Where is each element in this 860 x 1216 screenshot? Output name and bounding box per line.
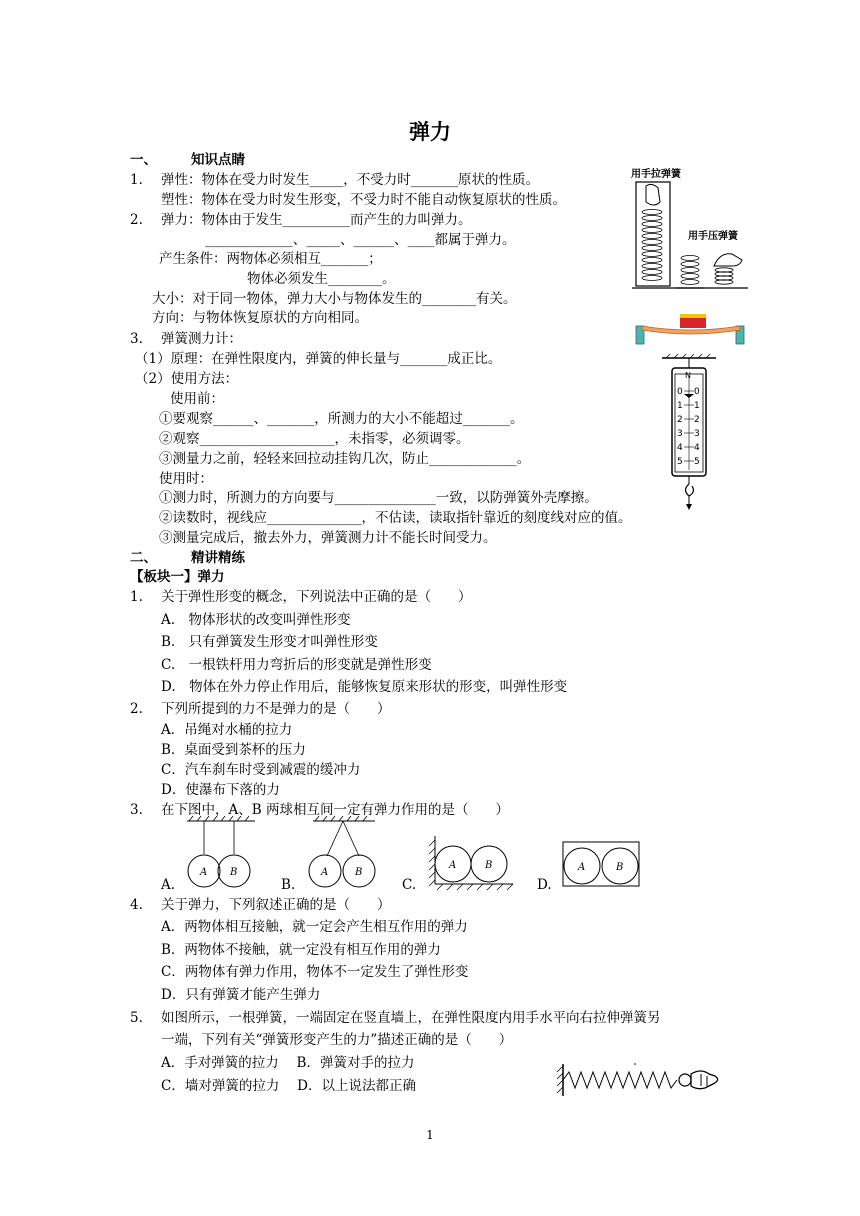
q5-stem-line-1: 如图所示，一根弹簧，一端固定在竖直墙上，在弹性限度内用手水平向右拉伸弹簧另: [161, 1010, 661, 1026]
scale-right-0: 0: [694, 387, 700, 397]
k2-magnitude: 大小：对于同一物体，弹力大小与物体发生的________有关。: [152, 291, 517, 307]
page-title: 弹力: [409, 120, 451, 144]
q2-option-c: C．汽车刹车时受到减震的缓冲力: [161, 762, 361, 778]
q2-option-b: B．桌面受到茶杯的压力: [161, 742, 306, 758]
k3-during-1: ①测力时，所测力的方向要与_______________一致，以防弹簧外壳摩擦。: [159, 490, 598, 506]
scale-left-2: 2: [677, 415, 683, 425]
q2-option-d: D．使瀑布下落的力: [161, 782, 280, 798]
scale-left-0: 0: [677, 387, 683, 397]
section-2-number: 二、: [130, 550, 157, 566]
q5-options-row-2: C．墙对弹簧的拉力 D．以上说法都正确: [161, 1078, 416, 1094]
section-2-title: 精讲精练: [191, 550, 245, 566]
scale-right-3: 3: [694, 429, 700, 439]
q5-options-row-1: A．手对弹簧的拉力 B．弹簧对手的拉力: [161, 1055, 415, 1071]
k3-principle: （1）原理：在弹性限度内，弹簧的伸长量与_______成正比。: [135, 351, 502, 367]
scale-right-2: 2: [694, 415, 700, 425]
k3-number: 3.: [130, 331, 143, 347]
section-1-number: 一、: [130, 152, 157, 168]
figure-press-spring: [676, 244, 748, 298]
q3-b-ball-a-label: A: [321, 867, 329, 878]
k1-plasticity: 塑性：物体在受力时发生形变，不受力时不能自动恢复原状的性质。: [161, 192, 566, 208]
k3-during-3: ③测量完成后，撤去外力，弹簧测力计不能长时间受力。: [159, 530, 497, 546]
q4-option-a: A．两物体相互接触，就一定会产生相互作用的弹力: [161, 919, 468, 935]
k1-number: 1.: [130, 172, 143, 188]
q4-option-c: C．两物体有弹力作用，物体不一定发生了弹性形变: [161, 964, 469, 980]
k3-before-use: 使用前：: [170, 391, 224, 407]
q5-number: 5.: [130, 1010, 143, 1026]
q3-figure-c: [427, 834, 519, 890]
q3-a-ball-a-label: A: [200, 867, 208, 878]
k1-elasticity: 弹性：物体在受力时发生_____，不受力时_______原状的性质。: [161, 172, 539, 188]
q3-b-ball-b-label: B: [355, 867, 363, 878]
k2-direction: 方向：与物体恢复原状的方向相同。: [152, 310, 368, 326]
q3-d-ball-a-label: A: [578, 862, 586, 873]
q4-option-b: B．两物体不接触，就一定没有相互作用的弹力: [161, 942, 441, 958]
section-1-title: 知识点睛: [191, 152, 245, 168]
q4-stem: 关于弹力，下列叙述正确的是（ ）: [161, 897, 391, 913]
figure-pull-spring-label: 用手拉弹簧: [631, 169, 681, 180]
scale-left-5: 5: [677, 457, 683, 467]
q2-number: 2.: [130, 701, 143, 717]
q1-option-d: D. 物体在外力停止作用后，能够恢复原来形状的形变，叫弹性形变: [161, 679, 568, 695]
k2-condition-2: 物体必须发生________。: [247, 271, 396, 287]
q1-number: 1.: [130, 589, 143, 605]
scale-left-1: 1: [677, 401, 683, 411]
q2-option-a: A．吊绳对水桶的拉力: [161, 722, 293, 738]
q2-stem: 下列所提到的力不是弹力的是（ ）: [161, 701, 391, 717]
q3-label-a: A.: [161, 877, 176, 893]
k3-before-2: ②观察____________________，未指零，必须调零。: [159, 431, 470, 447]
q3-label-c: C.: [402, 877, 417, 893]
k3-method: （2）使用方法：: [135, 371, 239, 387]
k2-number: 2.: [130, 212, 143, 228]
page-number: 1: [426, 1128, 434, 1142]
q3-stem: 在下图中，A、B 两球相互间一定有弹力作用的是（ ）: [161, 802, 509, 818]
q1-option-c: C. 一根铁杆用力弯折后的形变就是弹性形变: [161, 657, 432, 673]
k3-before-1: ①要观察______、_______，所测力的大小不能超过_______。: [159, 411, 524, 427]
q3-label-d: D.: [537, 877, 552, 893]
q1-option-a: A. 物体形状的改变叫弹性形变: [161, 612, 351, 628]
scale-right-4: 4: [694, 443, 700, 453]
k3-title: 弹簧测力计：: [161, 331, 242, 347]
q3-label-b: B.: [281, 877, 296, 893]
scale-right-1: 1: [694, 401, 700, 411]
figure-spring-scale: [662, 354, 716, 514]
q3-number: 3.: [130, 802, 143, 818]
scale-left-3: 3: [677, 429, 683, 439]
k3-before-3: ③测量力之前，轻轻来回拉动挂钩几次，防止_____________。: [159, 451, 531, 467]
q5-stem-line-2: 一端，下列有关“弹簧形变产生的力”描述正确的是（ ）: [161, 1032, 513, 1048]
scale-left-4: 4: [677, 443, 683, 453]
q3-c-ball-a-label: A: [449, 860, 457, 871]
q4-number: 4.: [130, 897, 143, 913]
q3-c-ball-b-label: B: [485, 860, 493, 871]
figure-press-spring-label: 用手压弹簧: [688, 231, 738, 242]
k2-condition-1: 产生条件：两物体必须相互_______；: [159, 251, 382, 267]
q4-option-d: D．只有弹簧才能产生弹力: [161, 987, 321, 1003]
block-1-heading: 【板块一】弹力: [130, 569, 225, 585]
q3-figure-a: [183, 818, 265, 892]
k2-definition: 弹力：物体由于发生__________而产生的力叫弹力。: [161, 212, 472, 228]
scale-unit-label: N: [685, 371, 691, 380]
q3-figure-b: [305, 818, 387, 892]
k3-during-2: ②读数时，视线应______________，不估读，读取指针靠近的刻度线对应的值。: [159, 510, 632, 526]
q3-a-ball-b-label: B: [230, 867, 238, 878]
figure-bending-board: [636, 312, 746, 346]
scale-right-5: 5: [694, 457, 700, 467]
q1-stem: 关于弹性形变的概念，下列说法中正确的是（ ）: [161, 589, 472, 605]
k2-examples: _____________、_____、______、____都属于弹力。: [205, 232, 516, 248]
q3-d-ball-b-label: B: [616, 862, 624, 873]
k3-during-use: 使用时：: [159, 471, 213, 487]
q3-figure-d: [561, 834, 643, 890]
q5-spring-figure: [555, 1062, 725, 1098]
q1-option-b: B. 只有弹簧发生形变才叫弹性形变: [161, 634, 378, 650]
